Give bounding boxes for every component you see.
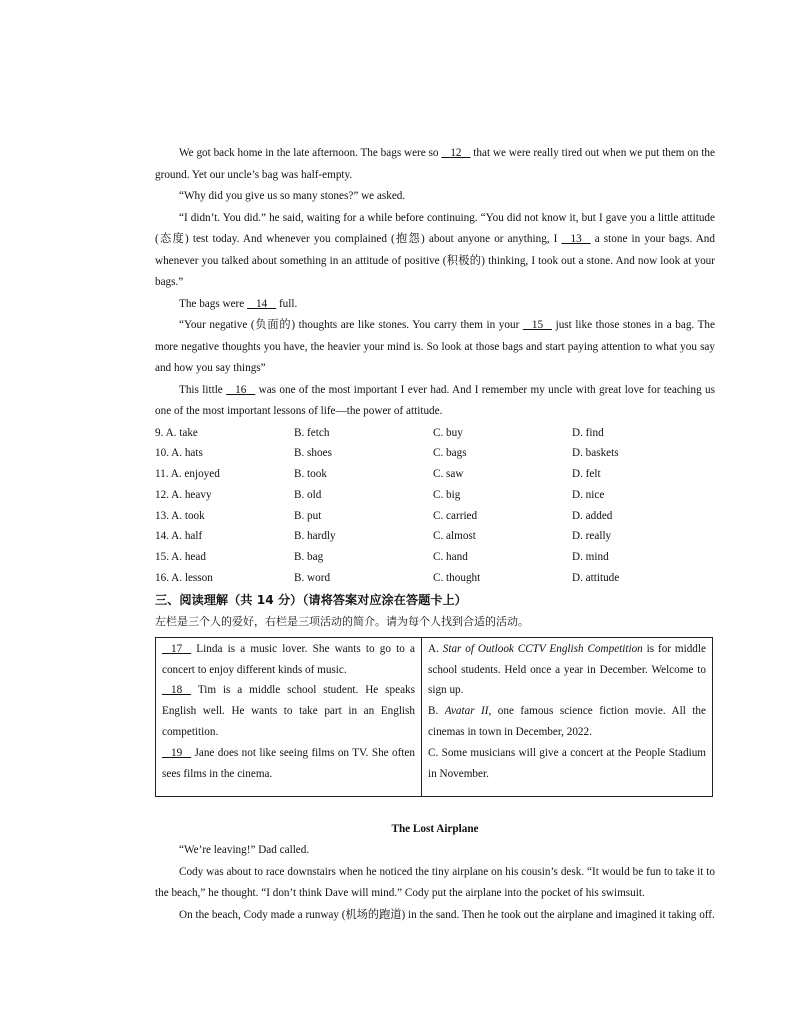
option-row bbox=[155, 547, 715, 568]
option: C. saw bbox=[433, 468, 464, 481]
option: 9. A. take bbox=[155, 426, 198, 439]
option: D. nice bbox=[572, 488, 605, 501]
option: C. carried bbox=[433, 509, 478, 522]
blank-17: 17 bbox=[170, 642, 183, 655]
activity-item: C. Some musicians will give a concert at the People Stadium in November. bbox=[428, 746, 706, 780]
answer-options bbox=[155, 423, 715, 589]
option: 14. A. half bbox=[155, 530, 203, 543]
blank-19: 19 bbox=[170, 746, 183, 759]
option: D. baskets bbox=[572, 447, 619, 460]
text: This little bbox=[179, 383, 227, 396]
text: We got back home in the late afternoon. The bags were so bbox=[179, 147, 442, 159]
text: that we were really tired out when we put them on the ground. Yet our uncle’s bag was half-empty. bbox=[155, 147, 715, 181]
option: 11. A. enjoyed bbox=[155, 468, 220, 481]
matching-table bbox=[155, 637, 713, 798]
option: 13. A. took bbox=[155, 509, 205, 522]
option: C. thought bbox=[433, 572, 481, 585]
passage-paragraph bbox=[155, 294, 715, 316]
option: D. really bbox=[572, 530, 612, 543]
matching-item bbox=[162, 639, 415, 681]
document-page bbox=[155, 143, 715, 926]
text: “Your negative (负面的) thoughts are like stones. You carry them in your bbox=[179, 319, 523, 331]
text: Jane does not like seeing films on TV. She often sees films in the cinema. bbox=[162, 746, 415, 780]
passage-paragraph bbox=[155, 315, 715, 380]
option-row bbox=[155, 526, 715, 547]
activity-name: Avatar II bbox=[444, 705, 489, 718]
option-row bbox=[155, 568, 715, 589]
option: C. big bbox=[433, 488, 461, 501]
option: B. put bbox=[294, 509, 322, 522]
activity-item: A. Star of Outlook CCTV English Competition is for middle school students. Held once a year in December. Welcome to sign up. bbox=[428, 642, 706, 697]
blank-14: 14 bbox=[256, 297, 268, 310]
section-instruction: 左栏是三个人的爱好，右栏是三项活动的简介。请为每个人找到合适的活动。 bbox=[155, 614, 529, 628]
blank-13: 13 bbox=[570, 233, 582, 245]
passage-paragraph bbox=[155, 208, 715, 294]
matching-item bbox=[162, 743, 415, 785]
option: D. find bbox=[572, 426, 604, 439]
option: C. hand bbox=[433, 551, 468, 564]
option-row bbox=[155, 443, 715, 464]
activity-name: Star of Outlook CCTV English Competition bbox=[442, 642, 643, 655]
text: Tim is a middle school student. He speaks English well. He wants to take part in an English competition. bbox=[162, 684, 415, 739]
option: D. felt bbox=[572, 468, 601, 481]
matching-item bbox=[162, 680, 415, 742]
option-row bbox=[155, 423, 715, 444]
passage-paragraph bbox=[155, 143, 715, 186]
text: “I didn’t. You did.” he said, waiting for a while before continuing. “You did not know it, but I gave you a little attitude (态度) test today. And whenever you complained (抱怨) about anyone or anything, I bbox=[155, 211, 715, 245]
option: B. fetch bbox=[294, 426, 330, 439]
passage-paragraph: “Why did you give us so many stones?” we asked. bbox=[179, 190, 406, 202]
option: 10. A. hats bbox=[155, 447, 203, 460]
option: B. hardly bbox=[294, 530, 336, 543]
option-row bbox=[155, 485, 715, 506]
option: B. word bbox=[294, 572, 331, 585]
matching-right-column bbox=[422, 637, 713, 797]
text: The bags were bbox=[179, 297, 248, 310]
story-paragraph: Cody was about to race downstairs when he noticed the tiny airplane on his cousin’s desk. “It would be fun to take it to the beach,” he thought. “I don’t think Dave will mind.” Cody put the airplane into the pocket of his swimsuit. bbox=[155, 865, 715, 900]
option: D. mind bbox=[572, 551, 609, 564]
option: C. buy bbox=[433, 426, 463, 439]
blank-15: 15 bbox=[531, 319, 544, 331]
option: B. bag bbox=[294, 551, 324, 564]
text: was one of the most important I ever had. And I remember my uncle with great love for teaching us one of the most important lessons of life—the power of attitude. bbox=[155, 383, 715, 417]
section-heading: 三、阅读理解（共 14 分）（请将答案对应涂在答题卡上） bbox=[155, 592, 467, 607]
option: 12. A. heavy bbox=[155, 488, 212, 501]
text: full. bbox=[276, 297, 298, 310]
passage-paragraph bbox=[155, 380, 715, 423]
option: 15. A. head bbox=[155, 551, 206, 564]
option: 16. A. lesson bbox=[155, 572, 213, 585]
option: B. shoes bbox=[294, 447, 332, 460]
option-row bbox=[155, 506, 715, 527]
activity-item: B. Avatar II, one famous science fiction movie. All the cinemas in town in December, 2022. bbox=[428, 705, 706, 739]
text: just like those stones in a bag. The more negative thoughts you have, the heavier your mind is. So look at those bags and start paying attention to what you say and how you say things” bbox=[155, 319, 715, 374]
story-title: The Lost Airplane bbox=[391, 823, 479, 836]
matching-left-column bbox=[156, 637, 422, 797]
option: D. added bbox=[572, 509, 613, 522]
option-row bbox=[155, 464, 715, 485]
option: B. took bbox=[294, 468, 327, 481]
story-paragraph: On the beach, Cody made a runway (机场的跑道) in the sand. Then he took out the airplane and imagined it taking off. bbox=[179, 908, 715, 921]
blank-18: 18 bbox=[170, 684, 183, 697]
story-paragraph: “We’re leaving!” Dad called. bbox=[179, 844, 310, 857]
option: C. almost bbox=[433, 530, 476, 543]
option: B. old bbox=[294, 488, 322, 501]
text: a stone in your bags. And whenever you talked about something in an attitude of positive (积极的) thinking, I took out a stone. And now look at your bags.” bbox=[155, 233, 715, 288]
option: C. bags bbox=[433, 447, 467, 460]
blank-12: 12 bbox=[450, 147, 462, 159]
blank-16: 16 bbox=[235, 383, 247, 396]
option: D. attitude bbox=[572, 572, 620, 585]
text: Linda is a music lover. She wants to go to a concert to enjoy different kinds of music. bbox=[162, 642, 415, 676]
